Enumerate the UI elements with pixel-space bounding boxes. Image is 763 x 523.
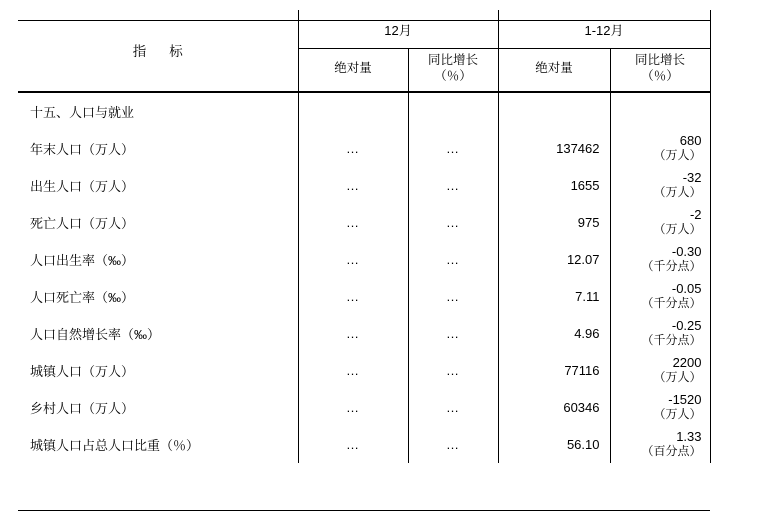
row-label: 城镇人口（万人） — [30, 364, 135, 379]
row-year-absolute: 7.11 — [498, 278, 610, 315]
population-employment-table — [18, 10, 711, 463]
row-label: 人口出生率（‰） — [30, 253, 135, 268]
row-label: 人口死亡率（‰） — [30, 290, 135, 305]
row-year-absolute: 60346 — [498, 389, 610, 426]
row-label: 乡村人口（万人） — [30, 401, 135, 416]
year-yoy-label: 同比增长 — [634, 53, 685, 68]
row-month-absolute: … — [298, 278, 408, 315]
row-year-yoy-unit: （千分点） — [641, 296, 702, 311]
row-month-yoy: … — [408, 315, 498, 352]
row-year-yoy-unit: （百分点） — [641, 444, 702, 459]
column-header-month-yoy — [408, 49, 498, 90]
table-bottom-rule — [18, 510, 710, 511]
table-row — [18, 167, 710, 204]
column-header-year-group: 1-12月 — [498, 10, 710, 49]
row-year-yoy — [610, 315, 710, 352]
statistics-sheet — [0, 10, 763, 523]
row-year-yoy — [610, 278, 710, 315]
row-year-absolute: 56.10 — [498, 426, 610, 463]
row-year-absolute: 975 — [498, 204, 610, 241]
year-yoy-unit: （％） — [641, 69, 679, 83]
row-year-yoy-value: 680 — [679, 133, 702, 149]
row-month-absolute: … — [298, 426, 408, 463]
section-month-yoy-cell — [408, 92, 498, 130]
row-year-yoy-unit: （万人） — [653, 407, 702, 422]
row-year-yoy-value: -0.05 — [671, 281, 702, 297]
row-month-absolute: … — [298, 389, 408, 426]
header-group-row — [18, 10, 710, 49]
section-year-abs-cell — [498, 92, 610, 130]
row-year-yoy — [610, 389, 710, 426]
month-yoy-unit: （％） — [434, 69, 472, 83]
section-title: 十五、人口与就业 — [30, 105, 135, 120]
row-year-absolute: 4.96 — [498, 315, 610, 352]
table-body — [18, 92, 710, 463]
row-year-yoy — [610, 130, 710, 167]
row-year-yoy — [610, 204, 710, 241]
row-year-yoy-unit: （千分点） — [641, 333, 702, 348]
row-year-yoy-value: -0.25 — [671, 318, 702, 334]
table-row — [18, 426, 710, 463]
row-year-yoy — [610, 241, 710, 278]
row-label: 人口自然增长率（‰） — [30, 327, 161, 342]
row-year-yoy-unit: （万人） — [653, 148, 702, 163]
row-month-absolute: … — [298, 130, 408, 167]
row-month-yoy: … — [408, 167, 498, 204]
row-year-yoy-unit: （万人） — [653, 370, 702, 385]
table-row — [18, 389, 710, 426]
row-year-yoy-value: -32 — [682, 170, 702, 186]
row-month-yoy: … — [408, 241, 498, 278]
row-year-yoy-unit: （万人） — [653, 185, 702, 200]
row-month-yoy: … — [408, 204, 498, 241]
row-month-absolute: … — [298, 241, 408, 278]
row-label: 出生人口（万人） — [30, 179, 135, 194]
table-row — [18, 241, 710, 278]
section-month-abs-cell — [298, 92, 408, 130]
row-month-yoy: … — [408, 389, 498, 426]
row-year-yoy-unit: （千分点） — [641, 259, 702, 274]
column-header-indicator: 指 标 — [132, 43, 188, 59]
row-year-yoy — [610, 426, 710, 463]
row-month-absolute: … — [298, 352, 408, 389]
table-row — [18, 204, 710, 241]
table-row — [18, 130, 710, 167]
row-year-yoy-value: -2 — [689, 207, 702, 223]
table-row — [18, 278, 710, 315]
row-month-absolute: … — [298, 204, 408, 241]
row-month-yoy: … — [408, 130, 498, 167]
row-label: 死亡人口（万人） — [30, 216, 135, 231]
column-header-month-absolute: 绝对量 — [298, 49, 408, 90]
row-label: 年末人口（万人） — [30, 142, 135, 157]
row-month-yoy: … — [408, 278, 498, 315]
row-year-absolute: 77116 — [498, 352, 610, 389]
row-year-yoy-value: 2200 — [672, 355, 702, 371]
row-year-yoy — [610, 167, 710, 204]
row-year-absolute: 137462 — [498, 130, 610, 167]
table-header — [18, 10, 710, 92]
row-month-yoy: … — [408, 426, 498, 463]
row-year-yoy-value: 1.33 — [676, 429, 702, 445]
row-month-yoy: … — [408, 352, 498, 389]
column-header-year-absolute: 绝对量 — [498, 49, 610, 90]
row-year-absolute: 1655 — [498, 167, 610, 204]
section-year-yoy-cell — [610, 92, 710, 130]
row-month-absolute: … — [298, 315, 408, 352]
column-header-year-yoy — [610, 49, 710, 90]
row-month-absolute: … — [298, 167, 408, 204]
table-row — [18, 315, 710, 352]
month-yoy-label: 同比增长 — [427, 53, 478, 68]
row-label: 城镇人口占总人口比重（％） — [30, 438, 200, 453]
row-year-absolute: 12.07 — [498, 241, 610, 278]
column-header-month-group: 12月 — [298, 10, 498, 49]
table-top-rule — [18, 20, 710, 21]
row-year-yoy-value: -0.30 — [671, 244, 702, 260]
row-year-yoy-value: -1520 — [668, 392, 702, 408]
table-row-section — [18, 92, 710, 130]
row-year-yoy-unit: （万人） — [653, 222, 702, 237]
row-year-yoy — [610, 352, 710, 389]
table-row — [18, 352, 710, 389]
